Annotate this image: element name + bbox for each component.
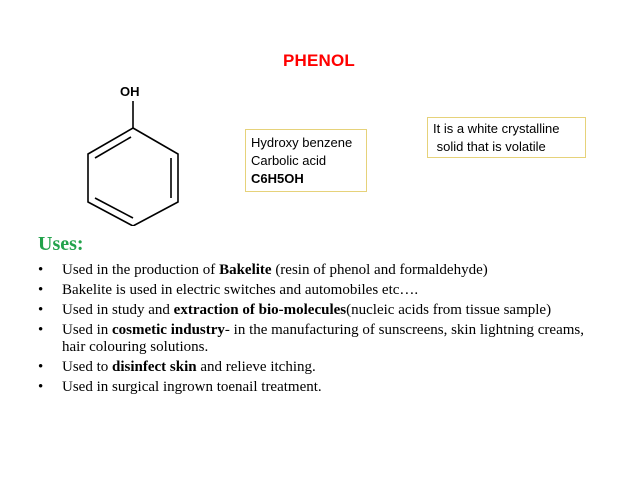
- item-text-continued: (nucleic acids from tissue sample): [346, 302, 552, 318]
- phenol-structure-diagram: [78, 84, 188, 226]
- uses-heading: Uses:: [38, 233, 84, 255]
- bullet-icon: •: [38, 359, 44, 375]
- bullet-icon: •: [38, 302, 44, 318]
- name-line-2: Carbolic acid: [251, 153, 327, 168]
- ring-outline: [88, 128, 178, 226]
- name-line-1: Hydroxy benzene: [251, 135, 353, 150]
- bullet-icon: •: [38, 262, 44, 278]
- slide-title: PHENOL: [282, 51, 356, 70]
- property-box: It is a white crystalline solid that is volatile: [427, 117, 586, 158]
- item-text: Bakelite is used in electric switches and automobiles etc….: [62, 282, 419, 298]
- benzene-ring-graphic: [78, 84, 188, 226]
- item-text: Used in study and: [62, 302, 174, 318]
- list-item: [38, 379, 608, 396]
- item-text: Used in the production of: [62, 262, 220, 278]
- list-item: [38, 302, 608, 319]
- item-bold-text: extraction of bio-molecules: [173, 302, 347, 318]
- item-text-continued: - in the manufacturing of sunscreens, skin lightning creams, hair colouring solutions.: [62, 322, 584, 355]
- item-text-continued: and relieve itching.: [196, 359, 316, 375]
- list-item: [38, 359, 608, 376]
- list-item: [38, 282, 608, 299]
- item-bold-text: disinfect skin: [112, 359, 197, 375]
- uses-list: [38, 262, 608, 399]
- hydroxyl-group-label: OH: [120, 84, 140, 99]
- bullet-icon: •: [38, 282, 44, 298]
- item-text: Used to: [62, 359, 112, 375]
- list-item: [38, 322, 608, 356]
- bullet-icon: •: [38, 322, 44, 338]
- item-text: Used in: [62, 322, 112, 338]
- alternate-names-box: [245, 129, 367, 192]
- item-text-continued: (resin of phenol and formaldehyde): [271, 262, 488, 278]
- item-text: Used in surgical ingrown toenail treatment.: [62, 379, 322, 395]
- item-bold-text: Bakelite: [219, 262, 272, 278]
- list-item: [38, 262, 608, 279]
- chemical-formula: C6H5OH: [251, 171, 304, 186]
- item-bold-text: cosmetic industry: [112, 322, 225, 338]
- bullet-icon: •: [38, 379, 44, 395]
